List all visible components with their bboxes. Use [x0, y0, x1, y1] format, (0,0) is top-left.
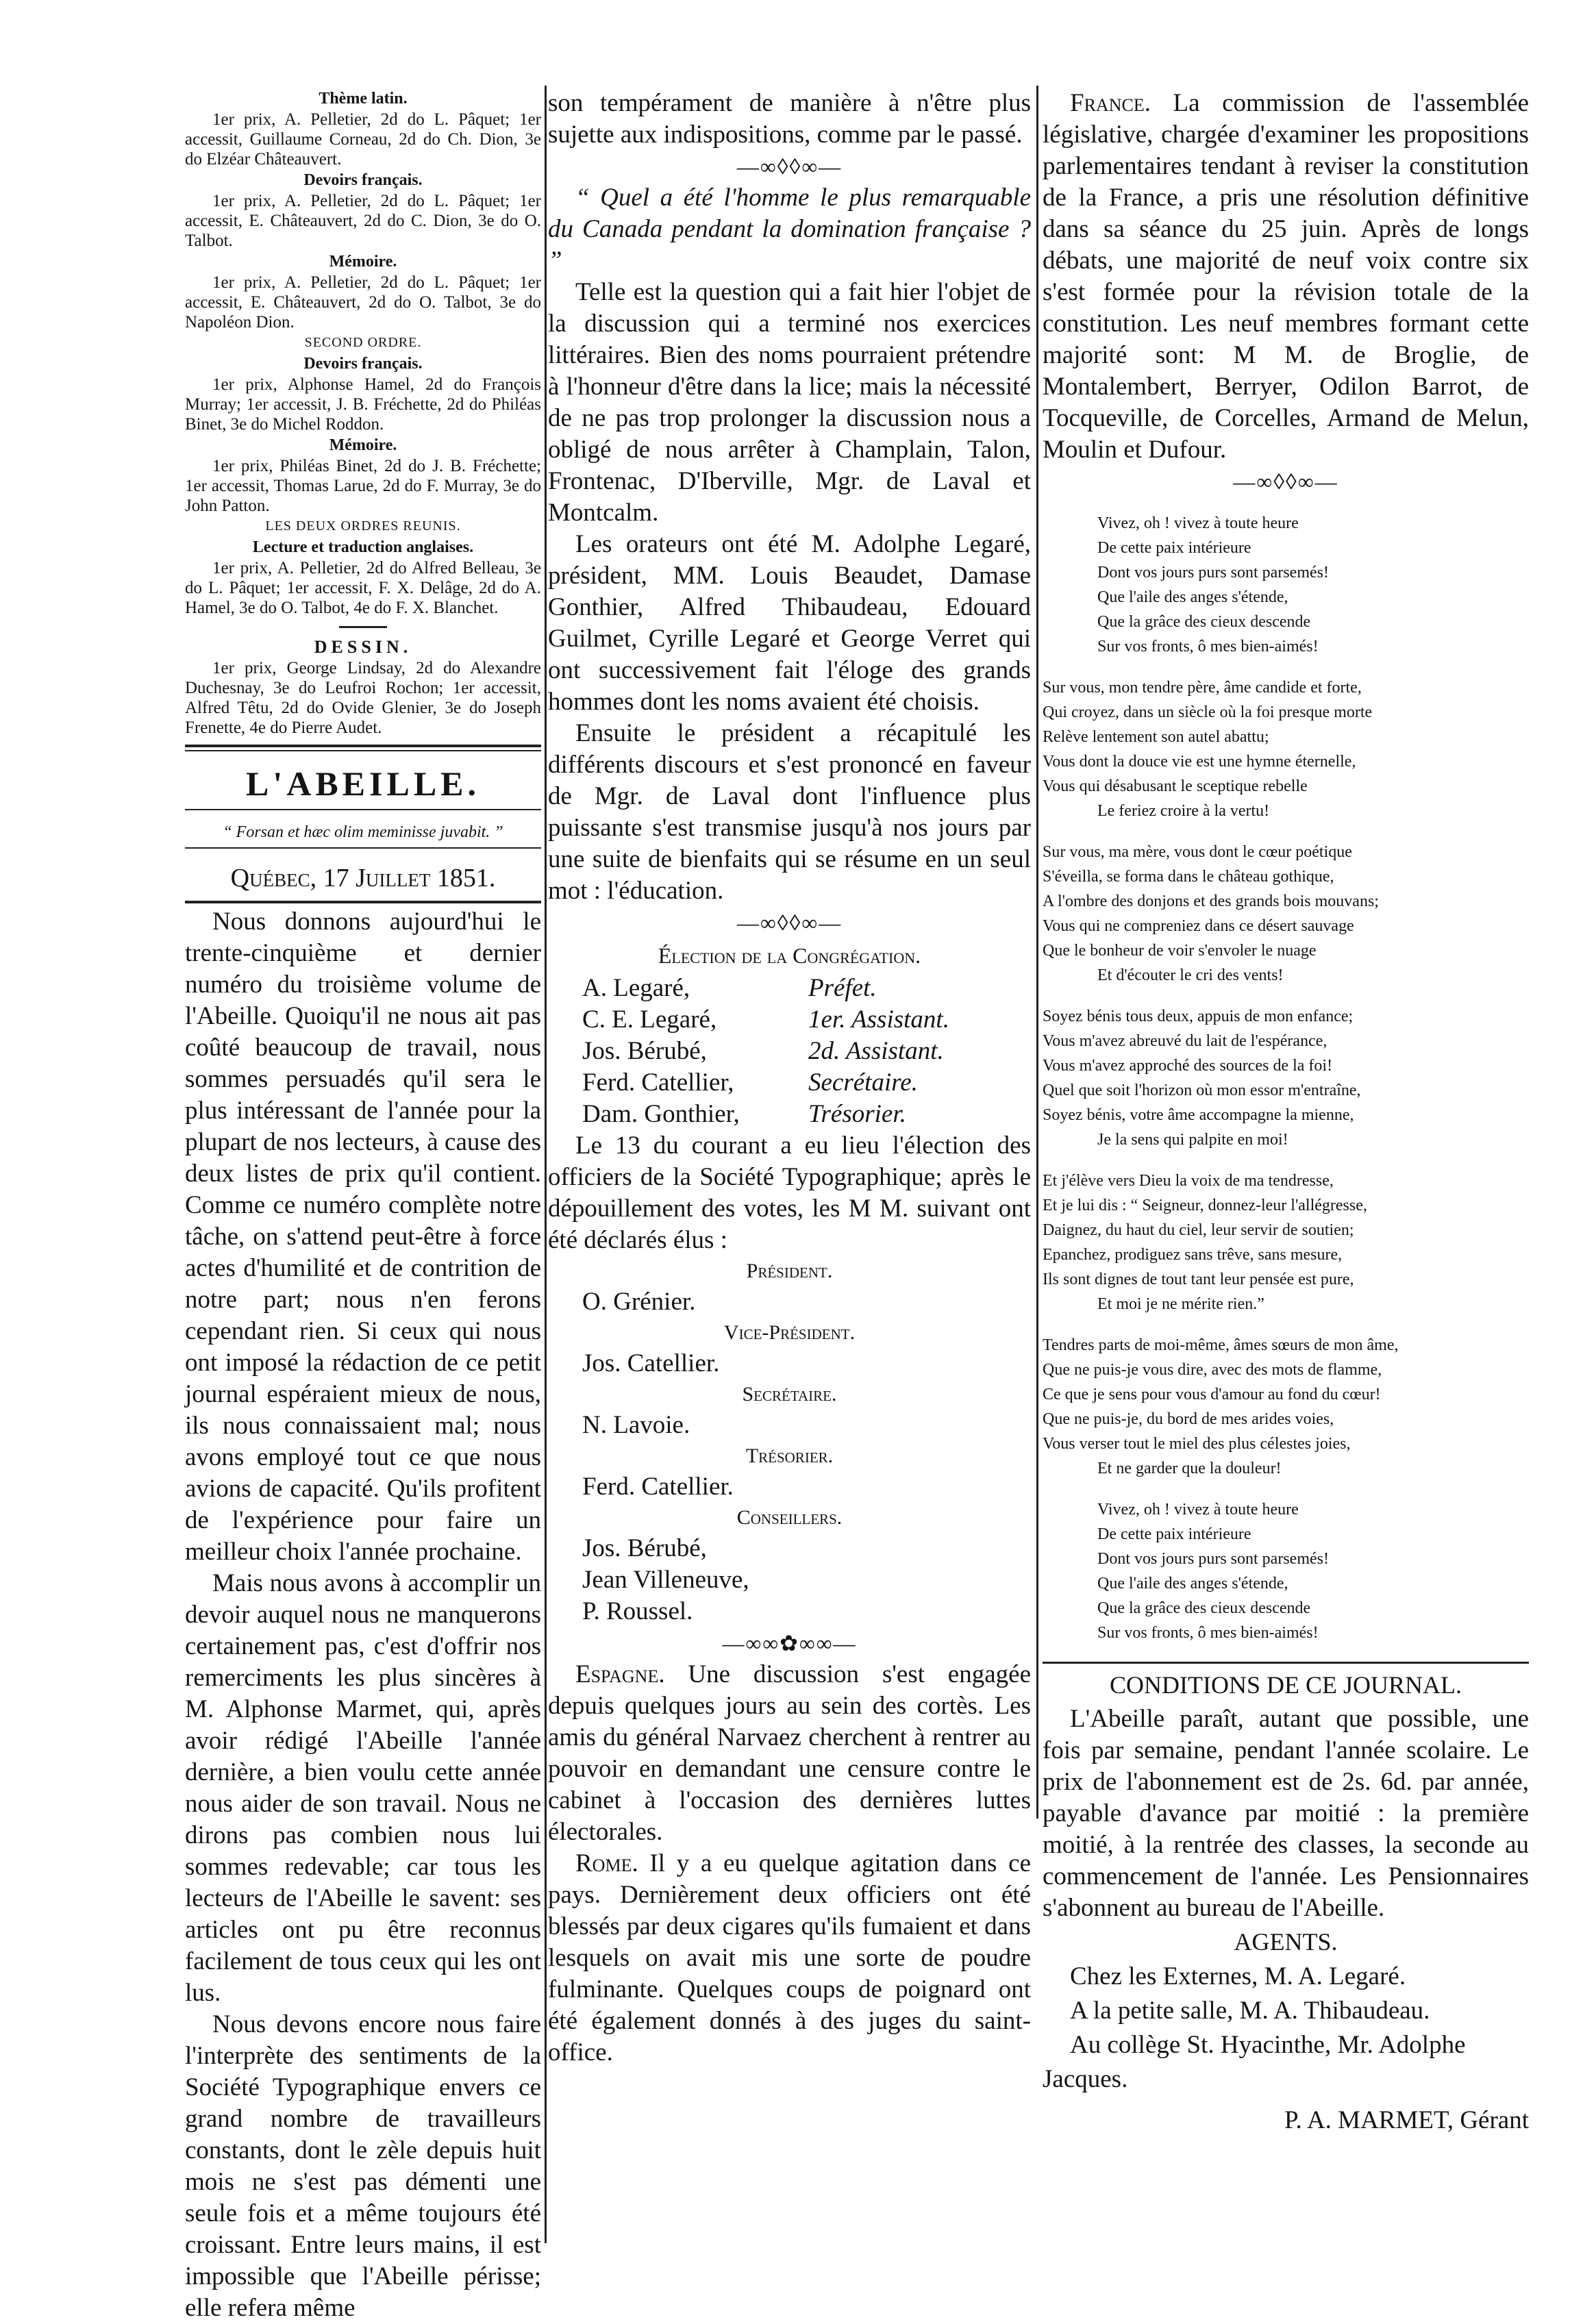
office-title: Conseillers. — [736, 1506, 843, 1529]
officer-name: Dam. Gonthier, — [582, 1100, 740, 1128]
divider — [185, 745, 541, 747]
poem-stanza — [1043, 1333, 1529, 1481]
ornament-divider: —∞◊◊∞— — [736, 154, 843, 179]
office-title: Président. — [746, 1260, 833, 1282]
poem-line: Vous dont la douce vie est une hymne éternelle, — [1043, 753, 1356, 771]
officer-row — [548, 1036, 1031, 1067]
divider — [185, 847, 541, 849]
poem-stanza — [1043, 1169, 1529, 1316]
section-heading: Mémoire. — [329, 436, 397, 454]
poem-line: Epanchez, prodiguez sans trêve, sans mesure, — [1043, 1246, 1343, 1264]
poem-line: S'éveilla, se forma dans le château gothique, — [1043, 868, 1334, 886]
poem-line: Dont vos jours purs sont parsemés! — [1097, 564, 1329, 582]
poem-line: Et moi je ne mérite rien.” — [1097, 1295, 1264, 1313]
divider — [1043, 1662, 1529, 1664]
office-name: P. Roussel. — [582, 1597, 693, 1625]
news-paragraph — [1043, 88, 1529, 466]
column-left — [185, 88, 541, 2324]
officer-name: Jos. Bérubé, — [582, 1037, 707, 1065]
poem-line: Soyez bénis tous deux, appuis de mon enfance; — [1043, 1008, 1354, 1025]
section-heading: Devoirs français. — [303, 355, 423, 373]
news-lead: France. — [1070, 89, 1151, 117]
prize-list: 1er prix, A. Pelletier, 2d do L. Pâquet; 1er accessit, E. Châteauvert, 2d do O. Talbot, 3e do Napoléon Dion. — [185, 273, 541, 332]
editorial-paragraph: son tempérament de manière à n'être plus sujette aux indispositions, comme par le passé. — [548, 89, 1031, 149]
poem-line: Que ne puis-je vous dire, avec des mots de flamme, — [1043, 1361, 1382, 1379]
divider — [339, 626, 387, 628]
poem-line: Relève lentement son autel abattu; — [1043, 728, 1269, 746]
agent-line: A la petite salle, M. A. Thibaudeau. — [1070, 1997, 1430, 2025]
section-heading: Mémoire. — [329, 253, 397, 271]
office-name: Jean Villeneuve, — [582, 1566, 749, 1594]
officer-row — [548, 1004, 1031, 1036]
poem-line: Sur vous, mon tendre père, âme candide et forte, — [1043, 679, 1362, 697]
office-name: Jos. Catellier. — [582, 1349, 720, 1377]
ornament-divider: —∞◊◊∞— — [1233, 469, 1338, 494]
prize-list: 1er prix, George Lindsay, 2d do Alexandre Duchesnay, 3e do Leufroi Rochon; 1er accessit, Alfred Têtu, 2d do Ovide Glenier, 3e do Joseph Frenette, 4e do Pierre Audet. — [185, 659, 541, 737]
poem-line: Soyez bénis, votre âme accompagne la mienne, — [1043, 1106, 1354, 1124]
officer-name: Ferd. Catellier, — [582, 1069, 734, 1097]
prize-list: 1er prix, A. Pelletier, 2d do L. Pâquet; 1er accessit, Guillaume Corneau, 2d do Ch. Dion, 3e do Elzéar Châteauvert. — [185, 110, 541, 168]
poem-line: Vivez, oh ! vivez à toute heure — [1097, 514, 1299, 532]
poem-line: Ce que je sens pour vous d'amour au fond du cœur! — [1043, 1386, 1381, 1403]
poem-stanza — [1043, 1497, 1529, 1645]
section-heading: DESSIN. — [314, 637, 412, 657]
poem-line: Je la sens qui palpite en moi! — [1097, 1131, 1288, 1149]
poem-line: Et ne garder que la douleur! — [1097, 1460, 1282, 1477]
motto: “ Forsan et hæc olim meminisse juvabit. ” — [223, 823, 503, 841]
column-rule-right — [1036, 86, 1038, 1819]
poem-line: Et j'élève vers Dieu la voix de ma tendresse, — [1043, 1172, 1334, 1190]
poem-line: Que ne puis-je, du bord de mes arides voies, — [1043, 1410, 1334, 1428]
officer-role: 2d. Assistant. — [808, 1037, 944, 1065]
election-heading: Élection de la Congrégation. — [658, 943, 921, 968]
poem-line: Que la grâce des cieux descende — [1097, 1599, 1311, 1617]
officer-role: Secrétaire. — [808, 1069, 918, 1097]
office-name: N. Lavoie. — [582, 1411, 690, 1439]
poem-line: Que l'aile des anges s'étende, — [1097, 1575, 1288, 1592]
officer-row — [548, 973, 1031, 1004]
dateline: Québec, 17 Juillet 1851. — [230, 864, 496, 892]
officer-row — [548, 1067, 1031, 1099]
conditions-heading: CONDITIONS DE CE JOURNAL. — [1110, 1671, 1462, 1699]
poem-line: Vous qui ne compreniez dans ce désert sauvage — [1043, 917, 1354, 935]
poem-line: Ils sont dignes de tout tant leur pensée est pure, — [1043, 1271, 1354, 1288]
divider — [185, 750, 541, 751]
ornament-divider: —∞∞✿∞∞— — [722, 1631, 857, 1655]
article-paragraph: Le 13 du courant a eu lieu l'élection des officiers de la Société Typographique; après le dépouillement des votes, les M M. suivant ont été déclarés élus : — [548, 1132, 1031, 1254]
article-paragraph: Telle est la question qui a fait hier l'objet de la discussion qui a terminé nos exercices littéraires. Bien des noms pourraient prétendre à l'honneur d'être dans la lice; mais la nécessité de ne pas trop prolonger la discussion nous a obligé de nous arrêter à Champlain, Talon, Frontenac, D'Iberville, Mgr. de Laval et Montcalm. — [548, 278, 1031, 527]
officer-role: Préfet. — [808, 974, 877, 1002]
poem-line: Qui croyez, dans un siècle où la foi presque morte — [1043, 703, 1373, 721]
poem-stanza — [1043, 1004, 1529, 1152]
officer-name: C. E. Legaré, — [582, 1005, 717, 1034]
poem-line: De cette paix intérieure — [1097, 1525, 1251, 1543]
prize-list: 1er prix, A. Pelletier, 2d do L. Pâquet; 1er accessit, E. Châteauvert, 2d do C. Dion, 3e do O. Talbot. — [185, 192, 541, 250]
officer-role: 1er. Assistant. — [808, 1005, 949, 1034]
office-title: Vice-Président. — [723, 1321, 856, 1344]
poem-line: Vous qui désabusant le sceptique rebelle — [1043, 777, 1308, 795]
news-text: La commission de l'assemblée législative, chargée d'examiner les propositions parlementaires tendant à reviser la constitution de la France, a pris une résolution définitive dans sa séance du 25 juin. Après de longs débats, une majorité de neuf voix contre six s'est formée pour la révision totale de la constitution. Les neuf membres formant cette majorité sont: M M. de Broglie, de Montalembert, Berryer, Odilon Barrot, de Tocqueville, de Corcelles, Armand de Melun, Moulin et Dufour. — [1043, 89, 1530, 464]
section-heading: Devoirs français. — [303, 171, 423, 189]
poem-line: Dont vos jours purs sont parsemés! — [1097, 1550, 1329, 1568]
poem-line: Et d'écouter le cri des vents! — [1097, 966, 1284, 984]
office-title: Trésorier. — [745, 1445, 834, 1467]
editorial-paragraph: Nous donnons aujourd'hui le trente-cinquième et dernier numéro du troisième volume de l'Abeille. Quoiqu'il ne nous ait pas coûté beaucoup de travail, nous sommes persuadés qu'il sera le plus intéressant de l'année pour la plupart de nos lecteurs, à cause des deux listes de prix qu'il contient. Comme ce numéro complète notre tâche, on s'attend peut-être à force actes d'humilité et de contrition de notre part; nous n'en ferons cependant rien. Si ceux qui nous ont imposé la rédaction de ce petit journal espéraient mieux de nous, ils nous connaissaient mal; nous avons employé tout ce que nous avions de capacité. Qu'ils profitent de l'expérience pour faire un meilleur choix l'année prochaine. — [185, 908, 541, 1566]
poem-line: Que l'aile des anges s'étende, — [1097, 588, 1288, 606]
office-name: Jos. Bérubé, — [582, 1534, 707, 1562]
poem-line: A l'ombre des donjons et des grands bois mouvans; — [1043, 892, 1379, 910]
poem-line: Vivez, oh ! vivez à toute heure — [1097, 1501, 1299, 1519]
poem-stanza — [1043, 675, 1529, 823]
agent-line: Chez les Externes, M. A. Legaré. — [1070, 1962, 1406, 1990]
news-lead: Rome. — [575, 1849, 638, 1877]
column-rule-left — [545, 86, 547, 2243]
news-lead: Espagne. — [575, 1660, 665, 1688]
office-title: Secrétaire. — [742, 1383, 837, 1405]
news-paragraph — [548, 1848, 1031, 2069]
poem-line: Tendres parts de moi-même, âmes sœurs de mon âme, — [1043, 1336, 1399, 1354]
agent-line: Au collège St. Hyacinthe, Mr. Adolphe Jacques. — [1043, 2031, 1466, 2093]
divider — [185, 901, 541, 903]
poem-line: Vous verser tout le miel des plus célestes joies, — [1043, 1435, 1351, 1453]
article-paragraph: Les orateurs ont été M. Adolphe Legaré, président, MM. Louis Beaudet, Damase Gonthier, Alfred Thibaudeau, Edouard Guilmet, Cyrille Legaré et George Verret qui ont successivement fait l'éloge des grands hommes dont les noms avaient été choisis. — [548, 530, 1031, 716]
prize-list: 1er prix, A. Pelletier, 2d do Alfred Belleau, 3e do L. Pâquet; 1er accessit, F. X. Delâge, 2d do A. Hamel, 3e do O. Talbot, 4e do F. X. Blanchet. — [185, 559, 541, 617]
poem-line: Sur vous, ma mère, vous dont le cœur poétique — [1043, 843, 1352, 861]
poem-line: Que le bonheur de voir s'envoler le nuage — [1043, 942, 1317, 960]
editorial-paragraph: Nous devons encore nous faire l'interprète des sentiments de la Société Typographique envers ce grand nombre de travailleurs constants, dont le zèle depuis huit mois ne s'est pas démenti une seule fois et a même toujours été croissant. Entre leurs mains, il est impossible que l'Abeille périsse; elle refera même — [185, 2010, 541, 2322]
poem — [1043, 511, 1529, 1645]
masthead: L'ABEILLE. — [245, 764, 481, 803]
poem-line: Vous m'avez approché des sources de la foi! — [1043, 1057, 1333, 1075]
poem-line: Et je lui dis : “ Seigneur, donnez-leur l'allégresse, — [1043, 1197, 1367, 1214]
article-paragraph: Ensuite le président a récapitulé les différents discours et s'est prononcé en faveur de Mgr. de Laval dont l'influence plus puissante s'est transmise jusqu'à nos jours par une suite de bienfaits qui se résume en un seul mot : l'éducation. — [548, 719, 1031, 905]
agents-heading: AGENTS. — [1234, 1928, 1338, 1956]
section-heading: SECOND ORDRE. — [304, 335, 422, 350]
poem-line: Sur vos fronts, ô mes bien-aimés! — [1097, 1624, 1319, 1642]
divider — [185, 809, 541, 810]
officer-role: Trésorier. — [808, 1100, 906, 1128]
office-name: Ferd. Catellier. — [582, 1473, 734, 1501]
news-text: Il y a eu quelque agitation dans ce pays. Dernièrement deux officiers ont été blessés par deux cigares qu'ils fumaient et dans lesquels on avait mis une sorte de poudre fulminante. Quelques coups de poignard ont été également donnés à des juges du saint-office. — [548, 1849, 1032, 2066]
prize-list: 1er prix, Philéas Binet, 2d do J. B. Fréchette; 1er accessit, Thomas Larue, 2d do F. Murray, 3e do John Patton. — [185, 457, 541, 515]
section-heading: Thème latin. — [319, 90, 408, 108]
prize-list: 1er prix, Alphonse Hamel, 2d do François Murray; 1er accessit, J. B. Fréchette, 2d do Philéas Binet, 3e do Michel Roddon. — [185, 375, 541, 434]
ornament-divider: —∞◊◊∞— — [736, 910, 843, 935]
poem-line: Que la grâce des cieux descende — [1097, 613, 1311, 631]
poem-stanza — [1043, 511, 1529, 659]
office-name: O. Grénier. — [582, 1288, 696, 1316]
poem-line: Sur vos fronts, ô mes bien-aimés! — [1097, 638, 1319, 655]
column-middle — [548, 88, 1031, 2069]
editorial-paragraph: Mais nous avons à accomplir un devoir auquel nous ne manquerons certainement pas, c'est d'offrir nos remerciments les plus sincères à M. Alphonse Marmet, qui, après avoir rédigé l'Abeille l'année dernière, a bien voulu cette année nous aider de son travail. Nous ne dirons pas combien nous lui sommes redevable; car tous les lecteurs de l'Abeille le savent: ses articles ont pu être reconnus facilement de tous ceux qui les ont lus. — [185, 1569, 541, 2007]
officer-row — [548, 1099, 1031, 1130]
column-right — [1043, 88, 1529, 2145]
officer-name: A. Legaré, — [582, 974, 690, 1002]
section-heading: Lecture et traduction anglaises. — [252, 538, 474, 556]
poem-line: De cette paix intérieure — [1097, 539, 1251, 557]
poem-line: Quel que soit l'horizon où mon essor m'entraîne, — [1043, 1082, 1361, 1099]
conditions-text: L'Abeille paraît, autant que possible, une fois par semaine, pendant l'année scolaire. Le prix de l'abonnement est de 2s. 6d. par année, payable d'avance par moitié : la première moitié, à la rentrée des classes, la seconde au commencement de l'année. Les Pensionnaires s'abonnent au bureau de l'Abeille. — [1043, 1705, 1529, 1922]
signature: P. A. MARMET, Gérant — [1284, 2106, 1529, 2134]
poem-line: Vous m'avez abreuvé du lait de l'espérance, — [1043, 1032, 1327, 1050]
news-paragraph — [548, 1659, 1031, 1848]
poem-line: Le feriez croire à la vertu! — [1097, 802, 1270, 820]
officer-list — [548, 973, 1031, 1130]
section-heading: LES DEUX ORDRES REUNIS. — [265, 518, 461, 534]
news-text: Une discussion s'est engagée depuis quelques jours au sein des cortès. Les amis du général Narvaez cherchent à rentrer au pouvoir en demandant une censure contre le cabinet à l'occasion des dernières luttes électorales. — [548, 1660, 1032, 1846]
debate-question: “ Quel a été l'homme le plus remarquable du Canada pendant la domination française ? ” — [548, 184, 1031, 275]
poem-line: Daignez, du haut du ciel, leur servir de soutien; — [1043, 1221, 1354, 1239]
poem-stanza — [1043, 840, 1529, 988]
